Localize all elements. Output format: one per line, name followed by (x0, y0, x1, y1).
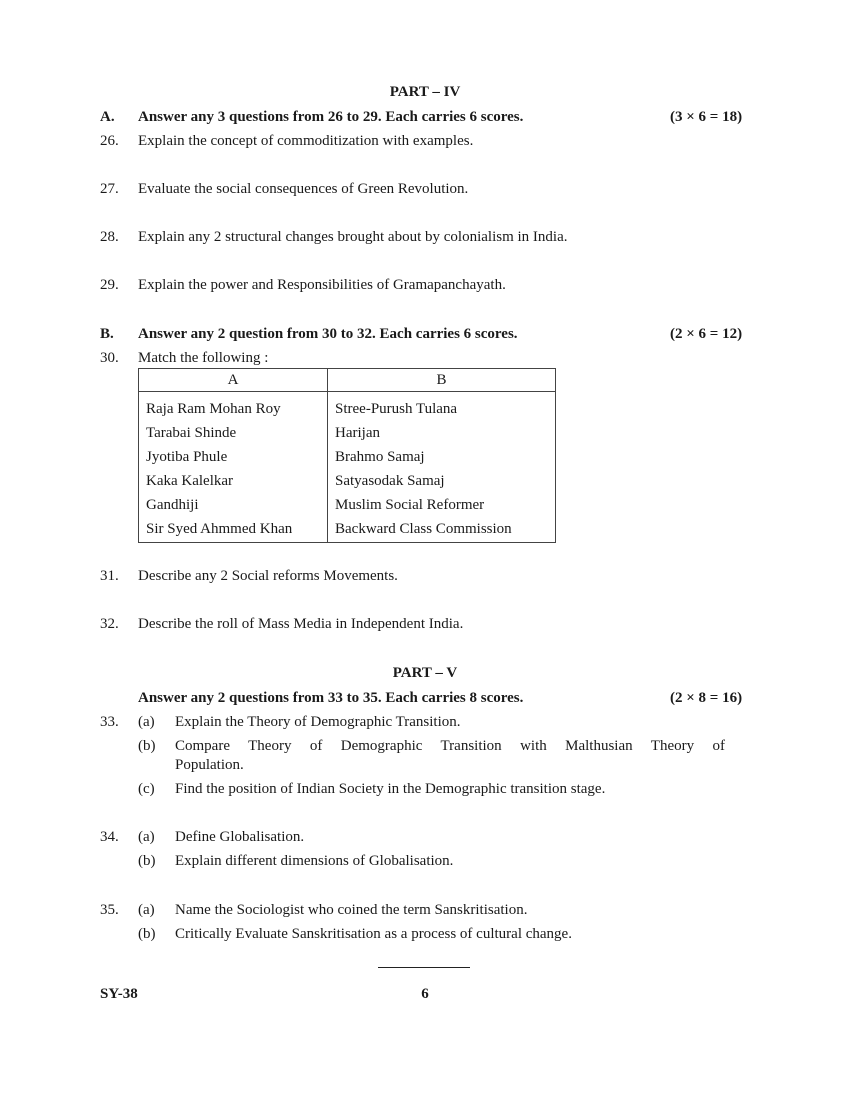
match-cell-b: Muslim Social Reformer (328, 493, 556, 517)
question-number: 26. (100, 133, 119, 149)
part5-instruction: Answer any 2 questions from 33 to 35. Each carries 8 scores. (138, 690, 524, 706)
match-row (139, 469, 556, 493)
question-text: Describe any 2 Social reforms Movements. (138, 568, 398, 584)
page-number: 6 (421, 986, 429, 1002)
subquestion-label: (a) (138, 902, 155, 918)
match-cell-a: Raja Ram Mohan Roy (139, 392, 328, 422)
subquestion-label: (a) (138, 714, 155, 730)
subquestion-text: Name the Sociologist who coined the term Sanskritisation. (175, 902, 528, 918)
subquestion-text: Define Globalisation. (175, 829, 305, 845)
section-b-marks: (2 × 6 = 12) (670, 326, 743, 342)
section-b-letter: B. (100, 326, 114, 342)
match-cell-a: Sir Syed Ahmmed Khan (139, 517, 328, 543)
match-header-a: A (139, 369, 328, 392)
subquestion-text: Critically Evaluate Sanskritisation as a process of cultural change. (175, 926, 572, 942)
match-cell-b: Backward Class Commission (328, 517, 556, 543)
subquestion-label: (b) (138, 738, 156, 754)
section-a-instruction: Answer any 3 questions from 26 to 29. Each carries 6 scores. (138, 109, 524, 125)
subquestion-label: (a) (138, 829, 155, 845)
question-number: 28. (100, 229, 119, 245)
match-row (139, 445, 556, 469)
match-row (139, 421, 556, 445)
question-number: 35. (100, 902, 119, 918)
match-cell-a: Jyotiba Phule (139, 445, 328, 469)
question-number: 33. (100, 714, 119, 730)
end-rule (378, 967, 470, 968)
match-cell-b: Harijan (328, 421, 556, 445)
question-number: 31. (100, 568, 119, 584)
match-cell-a: Gandhiji (139, 493, 328, 517)
part4-title: PART – IV (389, 84, 461, 100)
subquestion-text: Explain the Theory of Demographic Transition. (175, 714, 461, 730)
question-text: Match the following : (138, 350, 269, 366)
match-cell-a: Tarabai Shinde (139, 421, 328, 445)
part5-title: PART – V (392, 665, 458, 681)
match-header-b: B (328, 369, 556, 392)
question-text: Evaluate the social consequences of Green Revolution. (138, 181, 469, 197)
subquestion-label: (b) (138, 853, 156, 869)
question-number: 30. (100, 350, 119, 366)
part5-marks: (2 × 8 = 16) (670, 690, 743, 706)
subquestion-label: (c) (138, 781, 155, 797)
question-number: 27. (100, 181, 119, 197)
question-number: 32. (100, 616, 119, 632)
match-cell-a: Kaka Kalelkar (139, 469, 328, 493)
subquestion-text-continued: Population. (175, 757, 244, 773)
match-table (138, 368, 556, 543)
section-b-instruction: Answer any 2 question from 30 to 32. Each carries 6 scores. (138, 326, 518, 342)
question-text: Explain the concept of commoditization with examples. (138, 133, 474, 149)
question-number: 34. (100, 829, 119, 845)
question-text: Describe the roll of Mass Media in Independent India. (138, 616, 464, 632)
subquestion-text: Compare Theory of Demographic Transition with Malthusian Theory of (175, 738, 725, 754)
section-a-marks: (3 × 6 = 18) (670, 109, 743, 125)
question-number: 29. (100, 277, 119, 293)
subquestion-label: (b) (138, 926, 156, 942)
match-row (139, 493, 556, 517)
paper-code: SY-38 (100, 986, 138, 1002)
subquestion-text: Explain different dimensions of Globalisation. (175, 853, 454, 869)
question-text: Explain the power and Responsibilities of Gramapanchayath. (138, 277, 506, 293)
match-row (139, 517, 556, 543)
match-cell-b: Stree-Purush Tulana (328, 392, 556, 422)
match-cell-b: Brahmo Samaj (328, 445, 556, 469)
match-row (139, 392, 556, 422)
match-cell-b: Satyasodak Samaj (328, 469, 556, 493)
subquestion-text: Find the position of Indian Society in the Demographic transition stage. (175, 781, 606, 797)
section-a-letter: A. (100, 109, 115, 125)
question-text: Explain any 2 structural changes brought about by colonialism in India. (138, 229, 568, 245)
